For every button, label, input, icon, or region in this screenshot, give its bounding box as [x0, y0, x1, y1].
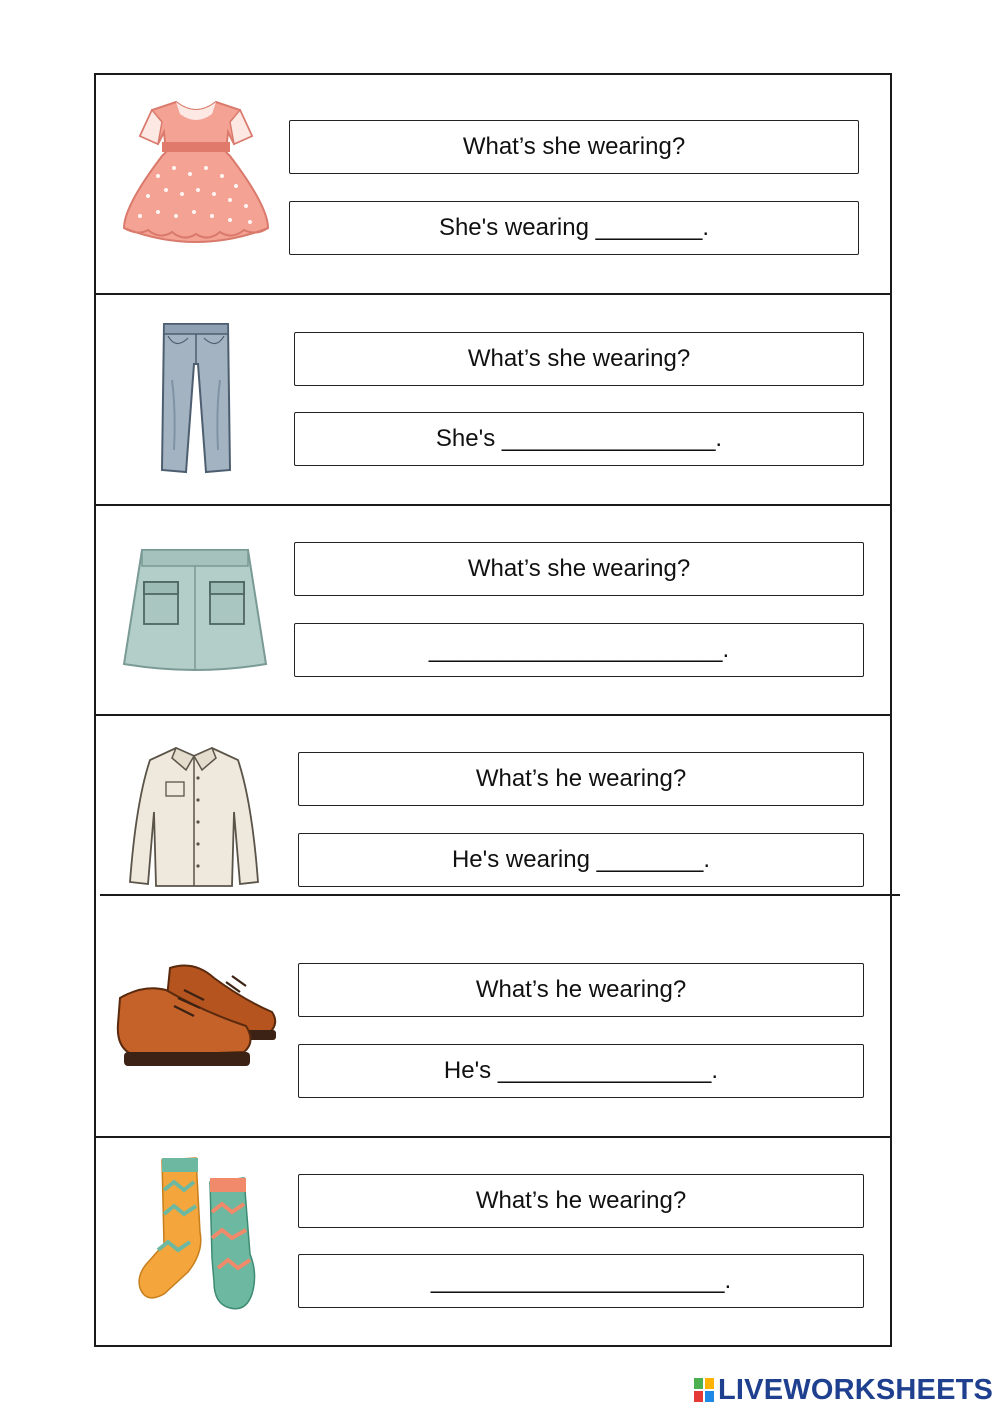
row-divider: [94, 504, 892, 506]
answer-box[interactable]: He's wearing ________.: [298, 833, 864, 887]
socks-icon: [134, 1154, 276, 1316]
question-box: What’s she wearing?: [289, 120, 859, 174]
row-divider: [100, 894, 900, 896]
row-divider: [94, 293, 892, 295]
row-divider: [94, 714, 892, 716]
question-box: What’s he wearing?: [298, 963, 864, 1017]
logo-mark-icon: [694, 1378, 714, 1402]
shoes-icon: [114, 960, 280, 1078]
row-divider: [94, 1136, 892, 1138]
jeans-icon: [158, 320, 234, 476]
question-box: What’s he wearing?: [298, 752, 864, 806]
dress-icon: [118, 96, 274, 248]
question-box: What’s he wearing?: [298, 1174, 864, 1228]
answer-box[interactable]: He's ________________.: [298, 1044, 864, 1098]
answer-box[interactable]: She's wearing ________.: [289, 201, 859, 255]
answer-box[interactable]: ______________________.: [298, 1254, 864, 1308]
skirt-icon: [120, 546, 270, 676]
logo-text: LIVEWORKSHEETS: [718, 1373, 994, 1406]
shirt-icon: [126, 742, 262, 890]
question-box: What’s she wearing?: [294, 332, 864, 386]
question-box: What’s she wearing?: [294, 542, 864, 596]
answer-box[interactable]: She's ________________.: [294, 412, 864, 466]
answer-box[interactable]: ______________________.: [294, 623, 864, 677]
liveworksheets-logo[interactable]: [694, 1374, 993, 1406]
